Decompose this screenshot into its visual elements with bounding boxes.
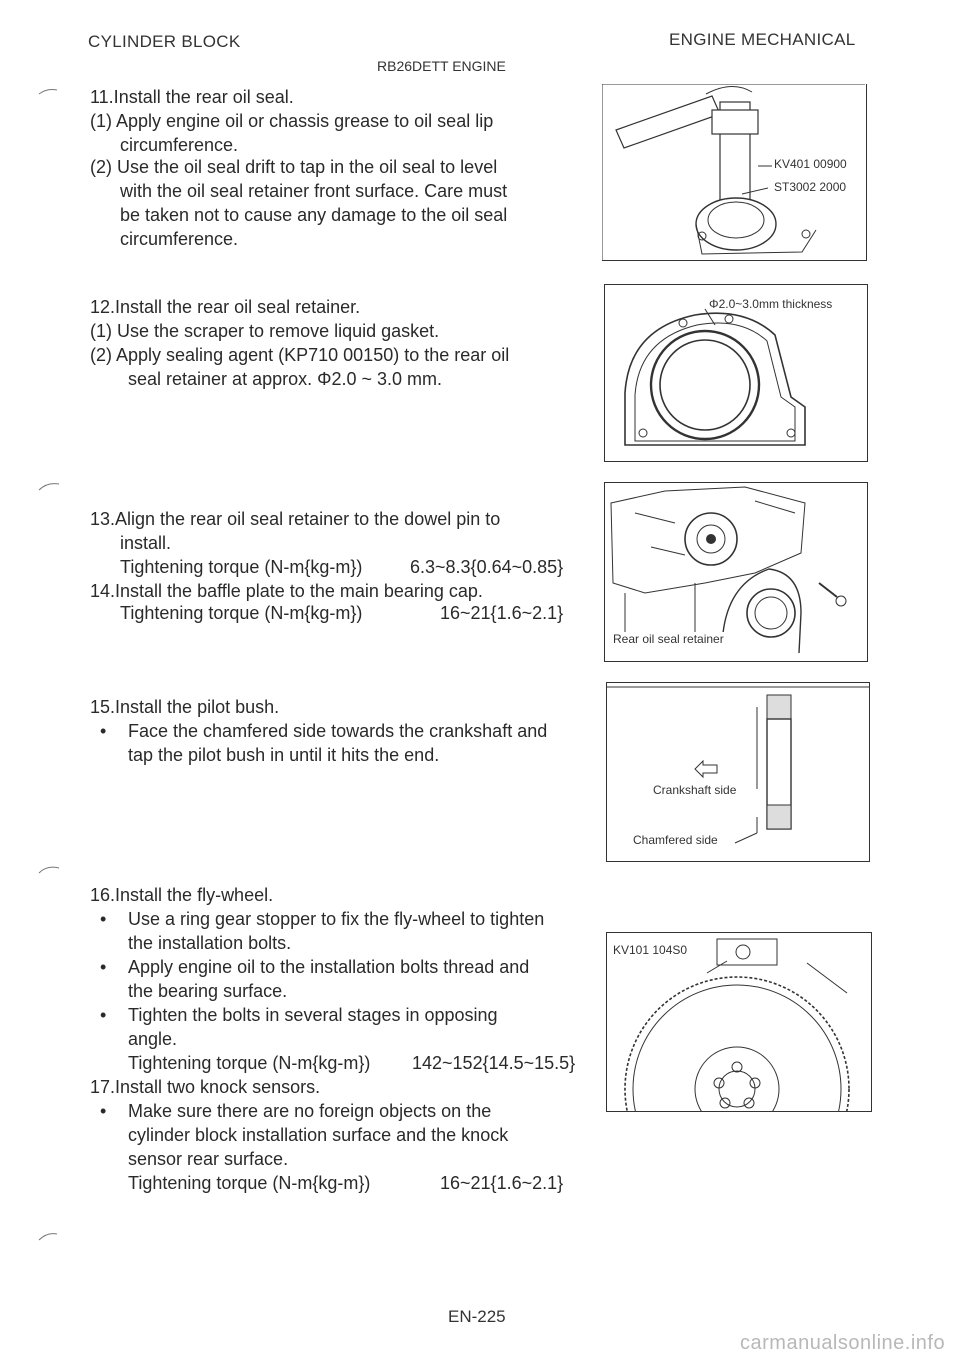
step-11-title: 11.Install the rear oil seal. [90,87,294,107]
chamfered-side-label: Chamfered side [633,833,718,847]
torque-value: 142~152{14.5~15.5} [412,1053,576,1073]
torque-label: Tightening torque (N-m{kg-m}) [120,603,363,623]
step-11-line: circumference. [120,229,239,249]
engine-subtitle: RB26DETT ENGINE [377,58,506,74]
torque-label: Tightening torque (N-m{kg-m}) [128,1173,371,1193]
figure-oil-seal-drift [602,84,867,261]
section-title: CYLINDER BLOCK [88,32,241,51]
retainer-label: Rear oil seal retainer [613,632,724,646]
step-17-line: Make sure there are no foreign objects on the [128,1101,492,1121]
step-17-title: 17.Install two knock sensors. [90,1077,321,1097]
margin-mark-bottom [35,1228,75,1248]
torque-value: 16~21{1.6~2.1} [440,603,564,623]
step-16-line: the installation bolts. [128,933,292,953]
step-15-line: Face the chamfered side towards the crankshaft and [128,721,548,741]
figure-pilot-bush [606,682,870,862]
step-16-line: angle. [128,1029,178,1049]
oil-seal-drift-illustration [602,84,866,260]
bullet: • [100,721,107,741]
step-13-title: 13.Align the rear oil seal retainer to the dowel pin to [90,509,501,529]
watermark: carmanualsonline.info [740,1332,946,1354]
step-11-line: with the oil seal retainer front surface. Care must [120,181,508,201]
step-11-line: circumference. [120,135,239,155]
torque-value: 6.3~8.3{0.64~0.85} [410,557,564,577]
torque-label: Tightening torque (N-m{kg-m}) [120,557,363,577]
step-15-title: 15.Install the pilot bush. [90,697,280,717]
step-11-line: (2) Use the oil seal drift to tap in the oil seal to level [90,157,498,177]
margin-marks [35,84,75,984]
step-17-line: cylinder block installation surface and the knock [128,1125,509,1145]
step-16-line: Tighten the bolts in several stages in opposing [128,1005,498,1025]
chapter-title: ENGINE MECHANICAL [669,30,856,49]
crankshaft-side-label: Crankshaft side [653,783,737,797]
figure-flywheel [606,932,872,1112]
step-16-line: the bearing surface. [128,981,288,1001]
step-12-line: seal retainer at approx. Φ2.0 ~ 3.0 mm. [128,369,443,389]
step-16-title: 16.Install the fly-wheel. [90,885,274,905]
sealant-thickness-label: Φ2.0~3.0mm thickness [709,297,833,311]
torque-value: 16~21{1.6~2.1} [440,1173,564,1193]
figure-seal-retainer-sealant [604,284,868,462]
step-13-line: install. [120,533,172,553]
step-17-line: sensor rear surface. [128,1149,289,1169]
bullet: • [100,1005,107,1025]
step-16-line: Use a ring gear stopper to fix the fly-wheel to tighten [128,909,545,929]
page-number: EN-225 [448,1307,506,1326]
bullet: • [100,909,107,929]
bullet: • [100,1101,107,1121]
step-11-line: (1) Apply engine oil or chassis grease to oil seal lip [90,111,494,131]
step-12-line: (2) Apply sealing agent (KP710 00150) to the rear oil [90,345,510,365]
ring-gear-stopper-label: KV101 104S0 [613,943,688,957]
bullet: • [100,957,107,977]
figure-rear-oil-seal-retainer [604,482,868,662]
torque-label: Tightening torque (N-m{kg-m}) [128,1053,371,1073]
tool-label: KV401 00900 [774,157,847,171]
seal-retainer-illustration [605,285,867,461]
tool-label: ST3002 2000 [774,180,847,194]
step-16-line: Apply engine oil to the installation bolts thread and [128,957,530,977]
step-12-title: 12.Install the rear oil seal retainer. [90,297,361,317]
step-15-line: tap the pilot bush in until it hits the end. [128,745,440,765]
step-11-line: be taken not to cause any damage to the oil seal [120,205,508,225]
flywheel-illustration [607,933,871,1111]
step-14-title: 14.Install the baffle plate to the main bearing cap. [90,581,483,601]
step-12-line: (1) Use the scraper to remove liquid gasket. [90,321,440,341]
